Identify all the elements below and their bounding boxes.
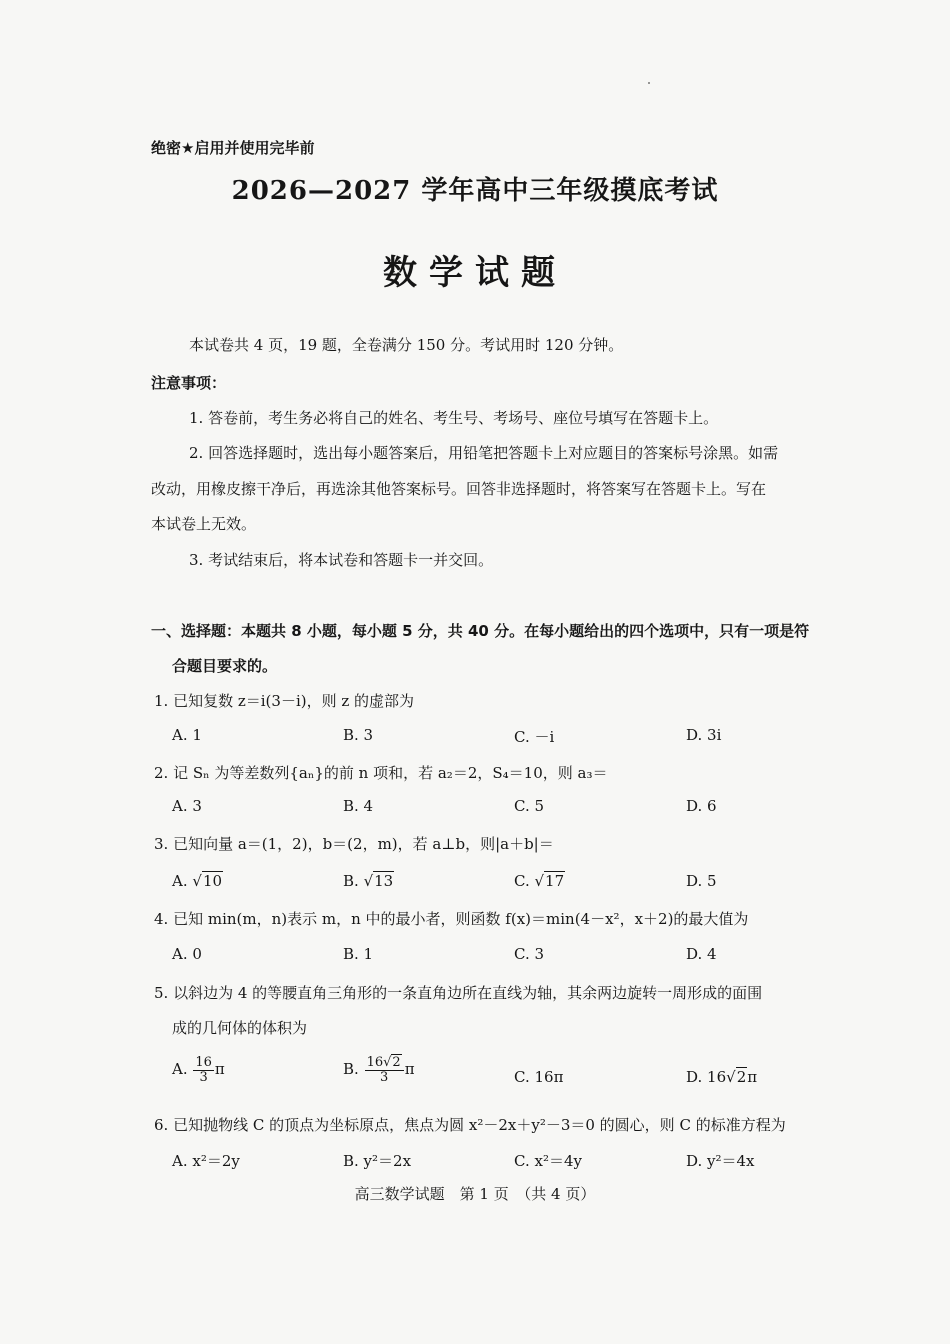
sqrt-symbol: √ [383, 1055, 392, 1070]
fraction [365, 1056, 404, 1084]
option-label: B. [343, 872, 364, 890]
page-footer: 高三数学试题 第 1 页 （共 4 页） [354, 1185, 596, 1203]
question-6-option-b: B. y²＝2x [343, 1152, 412, 1170]
notice-item-2-line-3: 本试卷上无效。 [151, 515, 257, 533]
question-5-stem-line-1: 5. 以斜边为 4 的等腰直角三角形的一条直角边所在直线为轴，其余两边旋转一周形成的面围 [154, 984, 763, 1002]
numerator-coefficient: 16 [366, 1055, 384, 1070]
question-5-stem-line-2: 成的几何体的体积为 [172, 1019, 308, 1037]
radicand: 17 [545, 872, 565, 890]
fraction [193, 1056, 214, 1084]
scan-speck [648, 82, 650, 84]
question-4-option-a: A. 0 [172, 945, 202, 963]
confidential-label: 绝密★启用并使用完毕前 [151, 139, 315, 157]
notice-item-2-line-1: 2. 回答选择题时，选出每小题答案后，用铅笔把答题卡上对应题目的答案标号涂黑。如需 [189, 444, 779, 462]
subject-title: 数学试题 [383, 253, 567, 293]
question-1-option-b: B. 3 [343, 726, 374, 744]
question-4-option-b: B. 1 [343, 945, 374, 963]
question-2-option-b: B. 4 [343, 797, 374, 815]
question-1-option-c: C. －i [514, 728, 555, 746]
question-1-option-d: D. 3i [686, 726, 722, 744]
question-4-stem: 4. 已知 min(m，n)表示 m，n 中的最小者，则函数 f(x)＝min(4－x²，x＋2)的最大值为 [154, 910, 749, 928]
question-6-option-d: D. y²＝4x [686, 1152, 755, 1170]
exam-title: 2026—2027 学年高中三年级摸底考试 [231, 176, 719, 206]
question-5-option-a [172, 1056, 225, 1084]
question-1-option-a: A. 1 [172, 726, 202, 744]
pi-symbol: π [747, 1068, 758, 1086]
radicand: 10 [202, 872, 223, 890]
pi-symbol: π [214, 1060, 225, 1079]
intro-text: 本试卷共 4 页，19 题，全卷满分 150 分。考试用时 120 分钟。 [189, 336, 624, 354]
question-3-option-d: D. 5 [686, 872, 717, 890]
question-6-option-c: C. x²＝4y [514, 1152, 582, 1170]
option-label: A. [172, 872, 193, 890]
sqrt-symbol: √ [726, 1068, 736, 1086]
question-3-option-c [514, 872, 565, 890]
question-3-option-a [172, 872, 223, 890]
question-2-option-c: C. 5 [514, 797, 545, 815]
numerator: 16 [195, 1055, 212, 1070]
notice-item-2-line-2: 改动，用橡皮擦干净后，再选涂其他答案标号。回答非选择题时，将答案写在答题卡上。写在 [151, 480, 767, 498]
sqrt-symbol: √ [192, 872, 202, 890]
question-2-stem: 2. 记 Sₙ 为等差数列{aₙ}的前 n 项和，若 a₂＝2，S₄＝10，则 a₃＝ [154, 764, 608, 782]
question-1-stem: 1. 已知复数 z＝i(3－i)，则 z 的虚部为 [154, 692, 415, 710]
option-label: B. [343, 1060, 364, 1079]
pi-symbol: π [404, 1060, 415, 1079]
option-label: D. 16 [686, 1068, 727, 1086]
denominator: 3 [379, 1069, 389, 1085]
section1-heading-line-1: 一、选择题：本题共 8 小题，每小题 5 分，共 40 分。在每小题给出的四个选项中，只有一项是符 [151, 622, 810, 640]
question-2-option-d: D. 6 [686, 797, 717, 815]
question-2-option-a: A. 3 [172, 797, 202, 815]
radicand: 2 [392, 1055, 401, 1070]
question-4-option-c: C. 3 [514, 945, 545, 963]
question-6-stem: 6. 已知抛物线 C 的顶点为坐标原点，焦点为圆 x²－2x＋y²－3＝0 的圆心，则 C 的标准方程为 [154, 1116, 786, 1134]
notice-item-1: 1. 答卷前，考生务必将自己的姓名、考生号、考场号、座位号填写在答题卡上。 [189, 409, 719, 427]
option-label: A. [172, 1060, 193, 1079]
section1-heading-line-2: 合题目要求的。 [172, 657, 278, 675]
question-3-stem: 3. 已知向量 a＝(1，2)，b＝(2，m)，若 a⊥b，则|a＋b|＝ [154, 835, 554, 853]
sqrt-symbol: √ [534, 872, 545, 890]
option-label: C. [514, 872, 535, 890]
question-5-option-c: C. 16π [514, 1068, 564, 1086]
sqrt-symbol: √ [363, 872, 374, 890]
question-3-option-b [343, 872, 394, 890]
question-5-option-b [343, 1056, 415, 1084]
question-5-option-d [686, 1068, 757, 1086]
radicand: 2 [736, 1068, 747, 1086]
notice-item-3: 3. 考试结束后，将本试卷和答题卡一并交回。 [189, 551, 494, 569]
radicand: 13 [374, 872, 394, 890]
question-4-option-d: D. 4 [686, 945, 717, 963]
numerator [365, 1056, 404, 1071]
question-6-option-a: A. x²＝2y [172, 1152, 240, 1170]
denominator: 3 [199, 1069, 208, 1085]
notice-heading: 注意事项： [151, 374, 227, 392]
